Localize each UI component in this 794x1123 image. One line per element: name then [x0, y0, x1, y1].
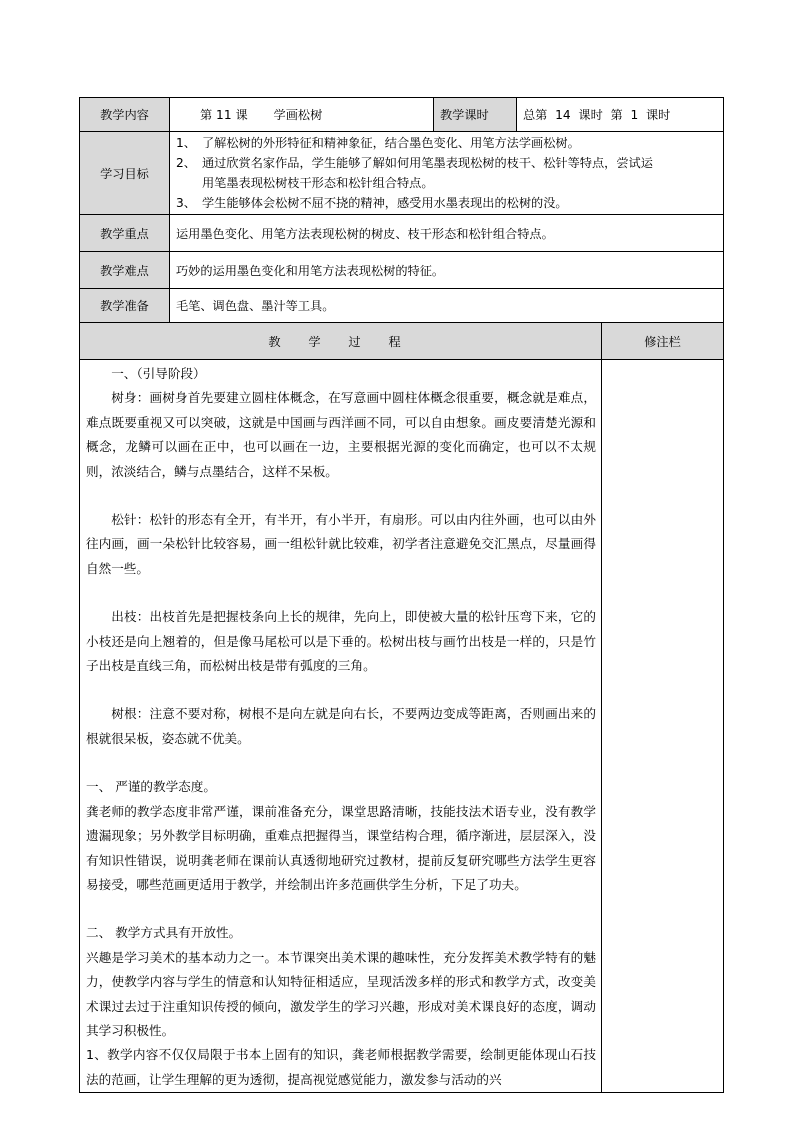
lesson-title-cell [170, 98, 434, 132]
process-content [80, 360, 602, 1093]
preparation-row [80, 289, 724, 323]
notes-column [602, 360, 724, 1093]
stage-title: 一、（引导阶段） [111, 366, 206, 381]
goals-row [80, 132, 724, 215]
goal-item: 3、 学生能够体会松树不屈不挠的精神，感受用水墨表现出的松树的没。 [176, 196, 568, 210]
preparation-label: 教学准备 [80, 289, 170, 323]
content-label: 教学内容 [80, 98, 170, 132]
goals-list [170, 132, 724, 215]
key-points-row [80, 215, 724, 252]
goal-item-continuation: 用笔墨表现松树枝干形态和松针组合特点。 [202, 176, 434, 190]
lesson-title: 学画松树 [273, 108, 323, 122]
goal-item: 2、 通过欣赏名家作品，学生能够了解如何用笔墨表现松树的枝干、松针等特点，尝试运 [176, 156, 653, 170]
section2-text: 兴趣是学习美术的基本动力之一。本节课突出美术课的趣味性，充分发挥美术教学特有的魅力，使教学内容与学生的情意和认知特征相适应，呈现活泼多样的形式和教学方式，改变美术课过去过于注重知识传授的倾向，激发学生的学习兴趣，形成对美术课良好的态度，调动其学习积极性。 [86, 949, 596, 1038]
difficulties-row [80, 252, 724, 289]
difficulties-label: 教学难点 [80, 252, 170, 289]
lesson-header-row [80, 98, 724, 132]
goal-item: 1、 了解松树的外形特征和精神象征，结合墨色变化、用笔方法学画松树。 [176, 136, 580, 150]
section1-title: 一、 严谨的教学态度。 [86, 779, 216, 795]
section2-item-1: 1、教学内容不仅仅局限于书本上固有的知识，龚老师根据教学需要，绘制更能体现山石技法的范画，让学生理解的更为透彻，提高视觉感觉能力，激发参与活动的兴 [86, 1047, 596, 1087]
process-header: 教 学 过 程 [80, 323, 602, 360]
section2-title: 二、 教学方式具有开放性。 [86, 925, 242, 941]
hours-label: 教学课时 [434, 98, 517, 132]
lesson-plan-table [79, 97, 724, 1093]
goals-label: 学习目标 [80, 132, 170, 215]
lesson-number: 第 11 课 [200, 108, 248, 122]
preparation-text: 毛笔、调色盘、墨汁等工具。 [170, 289, 724, 323]
key-points-label: 教学重点 [80, 215, 170, 252]
paragraph-branches: 出枝：出枝首先是把握枝条向上长的规律，先向上，即使被大量的松针压弯下来，它的小枝还是向上翘着的，但是像马尾松可以是下垂的。松树出枝与画竹出枝是一样的，只是竹子出枝是直线三角，而松树出枝是带有弧度的三角。 [86, 609, 596, 674]
paragraph-needles: 松针：松针的形态有全开，有半开，有小半开，有扇形。可以由内往外画，也可以由外往内画，画一朵松针比较容易，画一组松针就比较难，初学者注意避免交汇黑点，尽量画得自然一些。 [86, 512, 596, 576]
process-body-row [80, 360, 724, 1093]
process-header-row [80, 323, 724, 360]
key-points-text: 运用墨色变化、用笔方法表现松树的树皮、枝干形态和松针组合特点。 [170, 215, 724, 252]
paragraph-trunk: 树身：画树身首先要建立圆柱体概念，在写意画中圆柱体概念很重要，概念就是难点，难点既要重视又可以突破，这就是中国画与西洋画不同，可以自由想象。画皮要清楚光源和概念，龙鳞可以画在正中，也可以画在一边，主要根据光源的变化而确定，也可以不太规则，浓淡结合，鳞与点墨结合，这样不呆板。 [86, 390, 596, 479]
paragraph-roots: 树根：注意不要对称，树根不是向左就是向右长，不要两边变成等距离，否则画出来的根就很呆板，姿态就不优美。 [86, 706, 596, 746]
hours-value: 总第 14 课时 第 1 课时 [517, 98, 724, 132]
difficulties-text: 巧妙的运用墨色变化和用笔方法表现松树的特征。 [170, 252, 724, 289]
notes-header: 修注栏 [602, 323, 724, 360]
section1-text: 龚老师的教学态度非常严谨，课前准备充分，课堂思路清晰，技能技法术语专业，没有教学遗漏现象；另外教学目标明确，重难点把握得当，课堂结构合理，循序渐进，层层深入，没有知识性错误，说明龚老师在课前认真透彻地研究过教材，提前反复研究哪些方法学生更容易接受，哪些范画更适用于教学，并绘制出许多范画供学生分析，下足了功夫。 [86, 803, 596, 892]
